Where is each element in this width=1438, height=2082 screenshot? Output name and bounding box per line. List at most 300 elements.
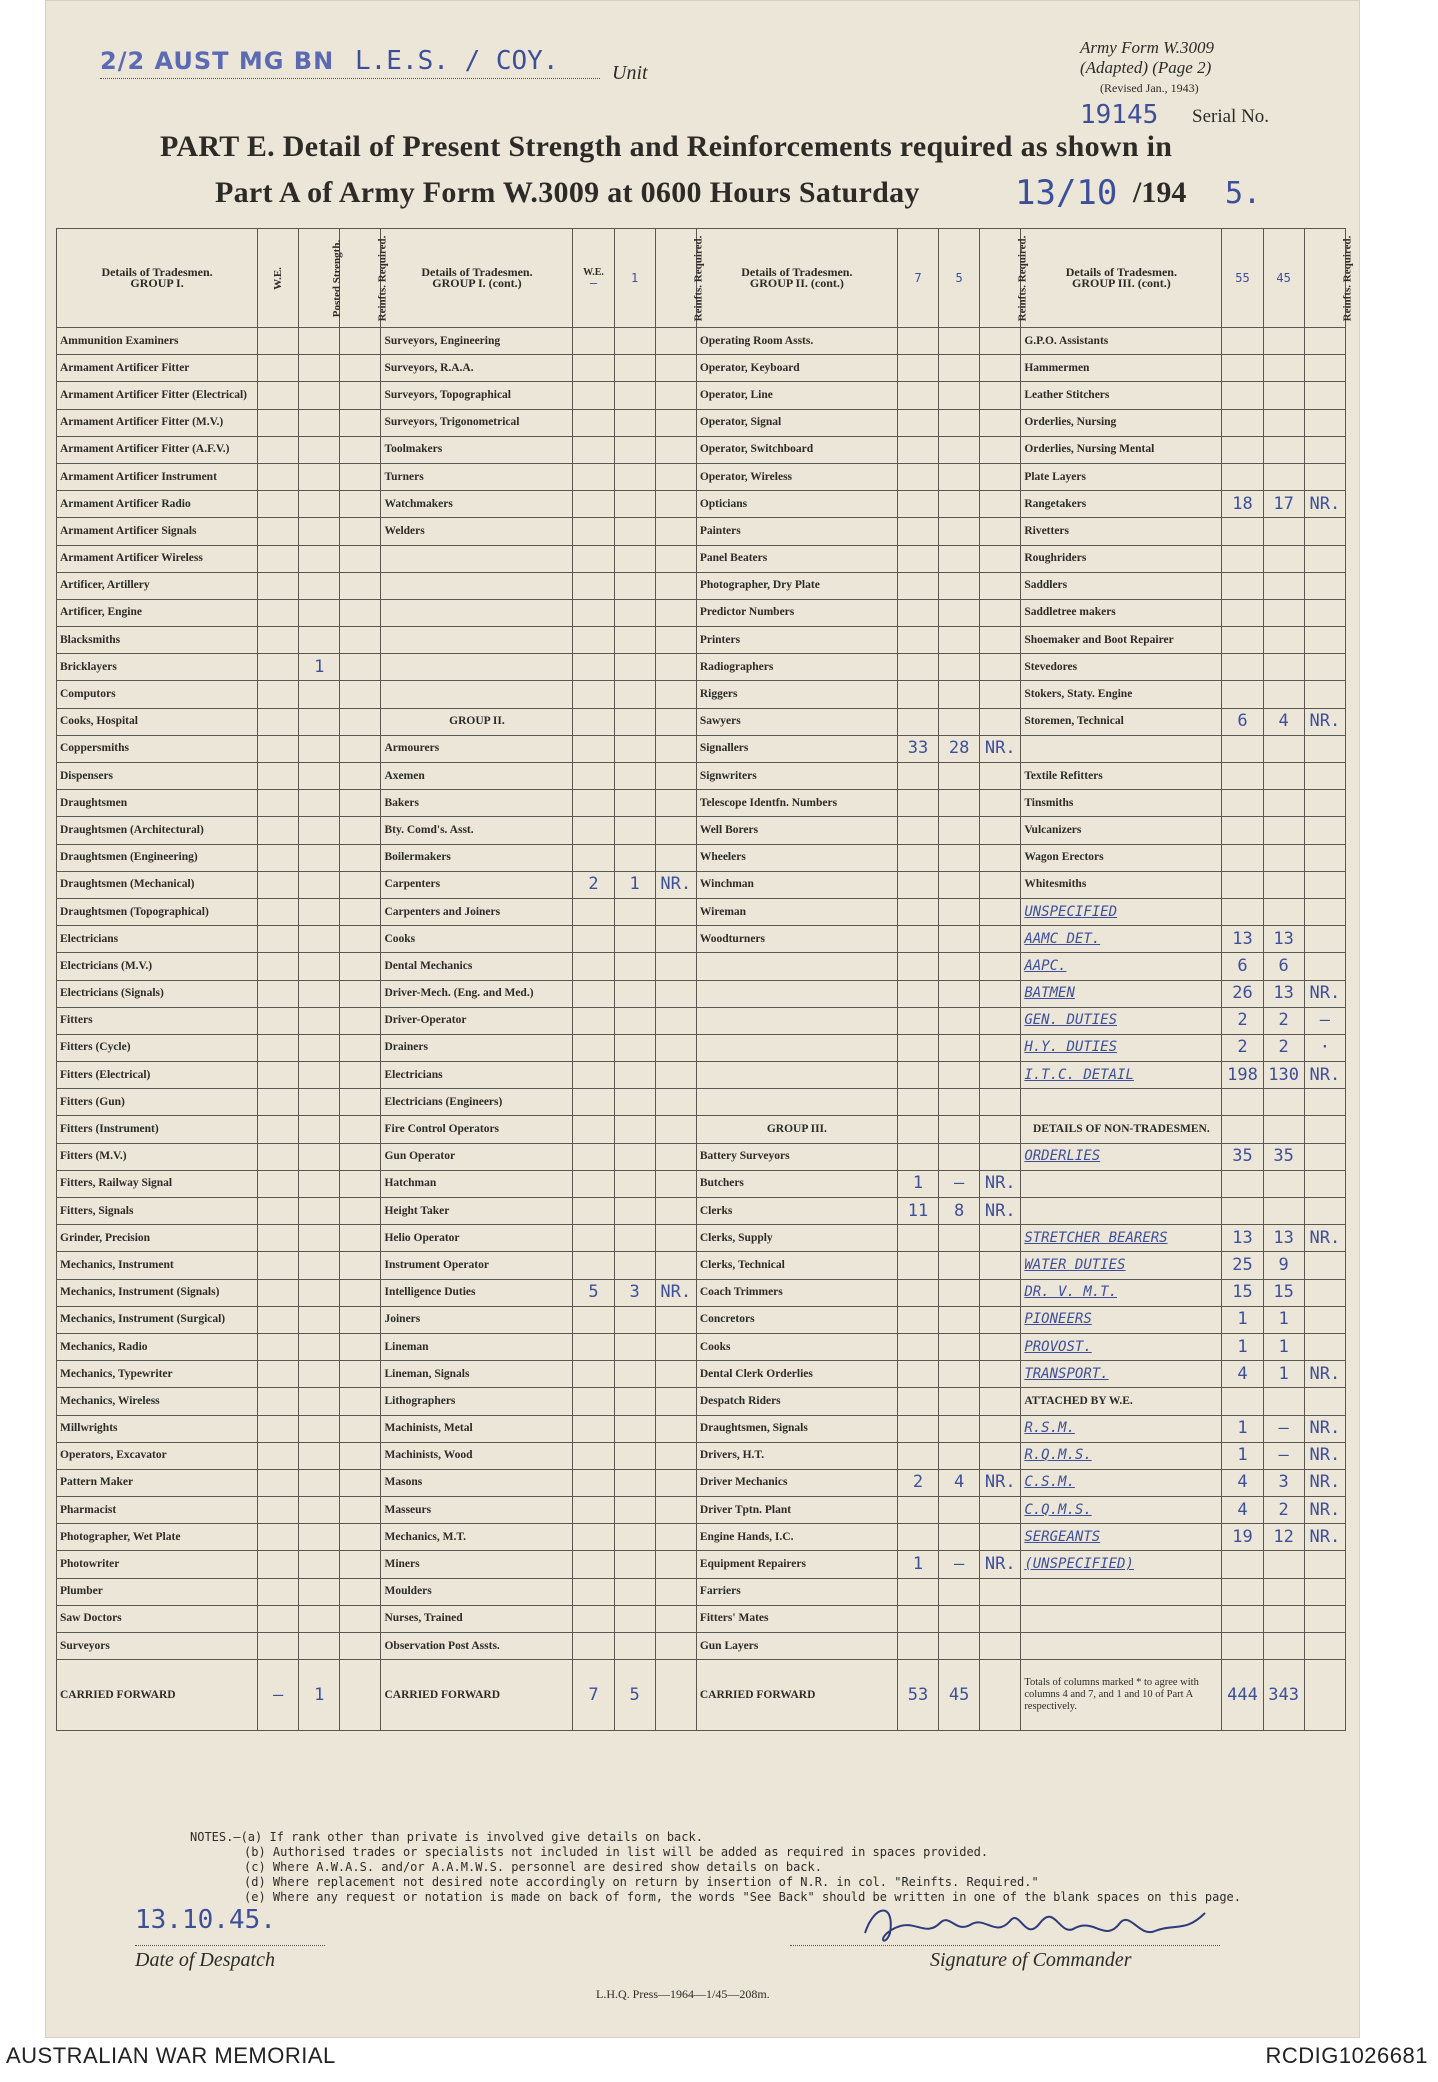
trade-name-cell: Stokers, Staty. Engine xyxy=(1021,681,1222,708)
posted-cell xyxy=(299,1034,340,1061)
trade-name-cell: Armament Artificer Radio xyxy=(57,491,258,518)
trade-name-cell xyxy=(1021,1089,1222,1116)
trade-name-cell: Electricians (M.V.) xyxy=(57,953,258,980)
we-cell xyxy=(573,844,614,871)
despatch-underline xyxy=(135,1945,325,1946)
we-cell xyxy=(1222,355,1263,382)
we-cell xyxy=(258,1633,299,1660)
reinfts-cell: · xyxy=(1304,1034,1345,1061)
we-cell: 2 xyxy=(1222,1034,1263,1061)
we-cell xyxy=(1222,1198,1263,1225)
reinfts-cell xyxy=(655,817,696,844)
posted-cell xyxy=(614,599,655,626)
posted-cell xyxy=(299,436,340,463)
table-row xyxy=(57,844,1346,871)
table-row xyxy=(57,627,1346,654)
reinfts-cell xyxy=(340,1007,381,1034)
trade-name-cell: Clerks, Supply xyxy=(696,1225,897,1252)
reinfts-cell xyxy=(980,382,1021,409)
posted-cell: 2 xyxy=(1263,1034,1304,1061)
we-cell xyxy=(258,953,299,980)
we-cell xyxy=(258,1225,299,1252)
we-cell xyxy=(258,708,299,735)
trade-name-cell: Fitters (Gun) xyxy=(57,1089,258,1116)
posted-cell xyxy=(299,1225,340,1252)
posted-cell xyxy=(939,763,980,790)
posted-cell xyxy=(614,491,655,518)
we-cell xyxy=(258,1007,299,1034)
trade-name-cell: Vulcanizers xyxy=(1021,817,1222,844)
we-cell xyxy=(897,1578,938,1605)
table-row xyxy=(57,1524,1346,1551)
posted-cell xyxy=(939,681,980,708)
reinfts-cell xyxy=(340,328,381,355)
reinfts-cell xyxy=(340,1333,381,1360)
posted-cell xyxy=(939,844,980,871)
posted-cell: 4 xyxy=(1263,708,1304,735)
we-cell xyxy=(897,599,938,626)
posted-cell xyxy=(939,654,980,681)
trade-name-cell: Miners xyxy=(381,1551,573,1578)
posted-cell xyxy=(614,926,655,953)
trade-name-cell xyxy=(381,599,573,626)
posted-cell xyxy=(299,1442,340,1469)
trade-name-cell: Lineman xyxy=(381,1333,573,1360)
posted-cell xyxy=(299,1497,340,1524)
trade-name-cell: Armament Artificer Instrument xyxy=(57,463,258,490)
we-cell xyxy=(258,1442,299,1469)
posted-cell xyxy=(939,790,980,817)
reinfts-cell xyxy=(340,1116,381,1143)
trade-name-cell: Surveyors, Engineering xyxy=(381,328,573,355)
posted-cell xyxy=(614,463,655,490)
posted-cell xyxy=(299,1524,340,1551)
trade-name-cell xyxy=(381,654,573,681)
header-we-3: 7 xyxy=(897,229,938,328)
table-row xyxy=(57,1007,1346,1034)
posted-cell xyxy=(299,1007,340,1034)
reinfts-cell xyxy=(340,1388,381,1415)
reinfts-cell xyxy=(1304,436,1345,463)
we-cell xyxy=(573,926,614,953)
trade-name-cell xyxy=(696,1034,897,1061)
reinfts-cell xyxy=(980,627,1021,654)
posted-cell xyxy=(614,1333,655,1360)
table-row xyxy=(57,953,1346,980)
table-row xyxy=(57,1225,1346,1252)
table-row xyxy=(57,1034,1346,1061)
trade-name-cell: Armament Artificer Wireless xyxy=(57,545,258,572)
unit-handwritten: L.E.S. / COY. xyxy=(355,46,559,76)
note-line: (c) Where A.W.A.S. and/or A.A.M.W.S. personnel are desired show details on back. xyxy=(244,1860,822,1874)
we-cell: 15 xyxy=(1222,1279,1263,1306)
reinfts-cell xyxy=(1304,871,1345,898)
we-cell: 1 xyxy=(1222,1333,1263,1360)
trade-name-cell: Moulders xyxy=(381,1578,573,1605)
table-row xyxy=(57,790,1346,817)
trade-name-cell: C.Q.M.S. xyxy=(1021,1497,1222,1524)
trade-name-cell: Coppersmiths xyxy=(57,735,258,762)
reinfts-cell xyxy=(655,681,696,708)
trade-name-cell: Bty. Comd's. Asst. xyxy=(381,817,573,844)
table-row xyxy=(57,409,1346,436)
trade-name-cell: Roughriders xyxy=(1021,545,1222,572)
we-cell xyxy=(573,1469,614,1496)
posted-cell xyxy=(939,871,980,898)
we-cell xyxy=(258,409,299,436)
reinfts-cell xyxy=(1304,1252,1345,1279)
we-cell xyxy=(897,844,938,871)
trade-name-cell: Dental Clerk Orderlies xyxy=(696,1361,897,1388)
posted-cell xyxy=(1263,1089,1304,1116)
note-line: (e) Where any request or notation is made on back of form, the words "See Back" should be written in one of the blank spaces on this page. xyxy=(244,1890,1241,1904)
posted-cell xyxy=(1263,1170,1304,1197)
we-cell xyxy=(258,1605,299,1632)
trade-name-cell: PIONEERS xyxy=(1021,1306,1222,1333)
reinfts-cell xyxy=(980,844,1021,871)
reinfts-cell xyxy=(655,1361,696,1388)
posted-cell xyxy=(299,1551,340,1578)
header-reinfts-4: Reinfts. Required. xyxy=(1304,229,1345,328)
header-posted-2: 1 xyxy=(614,229,655,328)
reinfts-cell: NR. xyxy=(655,871,696,898)
we-cell xyxy=(573,980,614,1007)
form-ref-line-2: (Adapted) (Page 2) xyxy=(1080,58,1212,77)
reinfts-cell xyxy=(655,1442,696,1469)
header-we: W.E. xyxy=(258,229,299,328)
we-cell xyxy=(573,572,614,599)
trade-name-cell: Storemen, Technical xyxy=(1021,708,1222,735)
reinfts-cell xyxy=(980,518,1021,545)
we-cell xyxy=(897,1143,938,1170)
reinfts-cell xyxy=(1304,953,1345,980)
trade-name-cell: Carpenters xyxy=(381,871,573,898)
trade-name-cell: Mechanics, Wireless xyxy=(57,1388,258,1415)
reinfts-cell: NR. xyxy=(1304,1361,1345,1388)
posted-cell xyxy=(614,1524,655,1551)
we-cell xyxy=(573,1062,614,1089)
we-cell xyxy=(258,1415,299,1442)
posted-cell xyxy=(939,491,980,518)
we-cell xyxy=(1222,518,1263,545)
table-row xyxy=(57,1198,1346,1225)
press-imprint: L.H.Q. Press—1964—1/45—208m. xyxy=(596,1987,770,2001)
trade-name-cell: Artificer, Artillery xyxy=(57,572,258,599)
posted-cell xyxy=(299,545,340,572)
posted-cell xyxy=(299,926,340,953)
trade-name-cell: Stevedores xyxy=(1021,654,1222,681)
reinfts-cell xyxy=(340,817,381,844)
trade-name-cell: Lineman, Signals xyxy=(381,1361,573,1388)
reinfts-cell: – xyxy=(1304,1007,1345,1034)
reinfts-cell xyxy=(655,545,696,572)
posted-cell xyxy=(299,1415,340,1442)
carried-posted-1: 1 xyxy=(299,1660,340,1731)
trade-name-cell: Artificer, Engine xyxy=(57,599,258,626)
reinfts-cell xyxy=(1304,463,1345,490)
posted-cell xyxy=(939,1524,980,1551)
we-cell xyxy=(1222,545,1263,572)
reinfts-cell xyxy=(340,1469,381,1496)
we-cell xyxy=(897,1442,938,1469)
reinfts-cell xyxy=(655,1089,696,1116)
trade-name-cell: Electricians (Engineers) xyxy=(381,1089,573,1116)
trade-name-cell: Photographer, Dry Plate xyxy=(696,572,897,599)
carried-reinfts-2 xyxy=(655,1660,696,1731)
trade-name-cell: Orderlies, Nursing Mental xyxy=(1021,436,1222,463)
we-cell: 5 xyxy=(573,1279,614,1306)
reinfts-cell xyxy=(340,1034,381,1061)
trade-name-cell: Drainers xyxy=(381,1034,573,1061)
posted-cell xyxy=(614,572,655,599)
trade-name-cell: Joiners xyxy=(381,1306,573,1333)
we-cell xyxy=(897,627,938,654)
reinfts-cell xyxy=(1304,1633,1345,1660)
trade-name-cell xyxy=(1021,735,1222,762)
we-cell xyxy=(1222,436,1263,463)
posted-cell xyxy=(614,1361,655,1388)
we-cell xyxy=(573,599,614,626)
reinfts-cell xyxy=(655,409,696,436)
carried-we-4: 444 xyxy=(1222,1660,1263,1731)
posted-cell xyxy=(1263,328,1304,355)
we-cell xyxy=(1222,1633,1263,1660)
we-cell xyxy=(258,1089,299,1116)
posted-cell xyxy=(614,1415,655,1442)
we-cell xyxy=(258,1497,299,1524)
trade-name-cell: Plate Layers xyxy=(1021,463,1222,490)
trade-name-cell: Masseurs xyxy=(381,1497,573,1524)
unit-underline xyxy=(100,78,600,79)
posted-cell xyxy=(1263,1605,1304,1632)
trade-name-cell: Mechanics, Radio xyxy=(57,1333,258,1360)
reinfts-cell xyxy=(340,491,381,518)
table-row xyxy=(57,735,1346,762)
posted-cell: 12 xyxy=(1263,1524,1304,1551)
we-cell xyxy=(258,844,299,871)
reinfts-cell: NR. xyxy=(1304,708,1345,735)
reinfts-cell xyxy=(340,1225,381,1252)
we-cell xyxy=(897,1007,938,1034)
trade-name-cell: Concretors xyxy=(696,1306,897,1333)
reinfts-cell xyxy=(1304,1388,1345,1415)
trade-name-cell: Mechanics, Typewriter xyxy=(57,1361,258,1388)
trade-name-cell: Operator, Keyboard xyxy=(696,355,897,382)
trade-name-cell: Signallers xyxy=(696,735,897,762)
reinfts-cell xyxy=(980,681,1021,708)
reinfts-cell xyxy=(340,1497,381,1524)
posted-cell xyxy=(614,1007,655,1034)
reinfts-cell: NR. xyxy=(980,735,1021,762)
posted-cell xyxy=(299,1388,340,1415)
posted-cell xyxy=(614,1578,655,1605)
reinfts-cell xyxy=(340,599,381,626)
trade-name-cell: Surveyors, R.A.A. xyxy=(381,355,573,382)
posted-cell xyxy=(1263,436,1304,463)
posted-cell xyxy=(299,463,340,490)
posted-cell xyxy=(299,844,340,871)
posted-cell xyxy=(299,1170,340,1197)
posted-cell xyxy=(614,1198,655,1225)
reinfts-cell xyxy=(1304,627,1345,654)
trade-name-cell: Mechanics, Instrument (Surgical) xyxy=(57,1306,258,1333)
trade-name-cell: Mechanics, Instrument (Signals) xyxy=(57,1279,258,1306)
we-cell xyxy=(258,871,299,898)
posted-cell xyxy=(614,1225,655,1252)
posted-cell xyxy=(939,1361,980,1388)
trade-name-cell: Predictor Numbers xyxy=(696,599,897,626)
we-cell xyxy=(258,436,299,463)
posted-cell xyxy=(614,627,655,654)
carried-we-2: 7 xyxy=(573,1660,614,1731)
reinfts-cell xyxy=(655,491,696,518)
posted-cell xyxy=(614,1089,655,1116)
trade-name-cell: WATER DUTIES xyxy=(1021,1252,1222,1279)
we-cell xyxy=(573,1388,614,1415)
reinfts-cell xyxy=(655,572,696,599)
posted-cell xyxy=(299,1361,340,1388)
trade-name-cell: Fitters xyxy=(57,1007,258,1034)
trade-name-cell: Engine Hands, I.C. xyxy=(696,1524,897,1551)
table-row xyxy=(57,654,1346,681)
reinfts-cell xyxy=(980,545,1021,572)
we-cell xyxy=(258,1551,299,1578)
posted-cell xyxy=(614,1306,655,1333)
we-cell xyxy=(258,1170,299,1197)
posted-cell xyxy=(614,518,655,545)
we-cell xyxy=(1222,898,1263,925)
we-cell xyxy=(258,763,299,790)
carried-posted-4: 343 xyxy=(1263,1660,1304,1731)
reinfts-cell xyxy=(980,871,1021,898)
posted-cell xyxy=(614,1062,655,1089)
we-cell xyxy=(573,1497,614,1524)
we-cell xyxy=(573,436,614,463)
we-cell xyxy=(573,1361,614,1388)
reinfts-cell xyxy=(980,708,1021,735)
posted-cell xyxy=(614,436,655,463)
we-cell xyxy=(573,1605,614,1632)
we-cell xyxy=(897,1034,938,1061)
reinfts-cell xyxy=(655,980,696,1007)
we-cell xyxy=(1222,763,1263,790)
trade-name-cell: Draughtsmen xyxy=(57,790,258,817)
reinfts-cell xyxy=(655,355,696,382)
posted-cell xyxy=(614,681,655,708)
we-cell xyxy=(258,1333,299,1360)
we-cell xyxy=(573,355,614,382)
we-cell xyxy=(1222,654,1263,681)
we-cell xyxy=(897,491,938,518)
reinfts-cell xyxy=(980,980,1021,1007)
we-cell: 2 xyxy=(573,871,614,898)
posted-cell xyxy=(299,627,340,654)
posted-cell xyxy=(939,1442,980,1469)
trade-name-cell: TRANSPORT. xyxy=(1021,1361,1222,1388)
reinfts-cell: NR. xyxy=(980,1170,1021,1197)
table-row xyxy=(57,1170,1346,1197)
we-cell xyxy=(258,1116,299,1143)
posted-cell xyxy=(299,409,340,436)
we-cell xyxy=(1222,463,1263,490)
carried-label-2: CARRIED FORWARD xyxy=(381,1660,573,1731)
table-row xyxy=(57,491,1346,518)
trade-name-cell: Helio Operator xyxy=(381,1225,573,1252)
trade-name-cell: Draughtsmen (Topographical) xyxy=(57,898,258,925)
trade-name-cell: AAMC DET. xyxy=(1021,926,1222,953)
posted-cell xyxy=(299,708,340,735)
form-title-line-2: Part A of Army Form W.3009 at 0600 Hours Saturday xyxy=(215,176,920,209)
reinfts-cell xyxy=(1304,763,1345,790)
trade-name-cell: C.S.M. xyxy=(1021,1469,1222,1496)
trade-name-cell: R.S.M. xyxy=(1021,1415,1222,1442)
reinfts-cell xyxy=(655,926,696,953)
trade-name-cell: Gun Layers xyxy=(696,1633,897,1660)
reinfts-cell xyxy=(340,844,381,871)
reinfts-cell xyxy=(340,681,381,708)
posted-cell xyxy=(1263,735,1304,762)
carried-posted-3: 45 xyxy=(939,1660,980,1731)
posted-cell xyxy=(1263,817,1304,844)
we-cell xyxy=(1222,627,1263,654)
we-cell xyxy=(573,1252,614,1279)
table-row xyxy=(57,1497,1346,1524)
we-cell xyxy=(573,1415,614,1442)
we-cell xyxy=(258,735,299,762)
trade-name-cell: Tinsmiths xyxy=(1021,790,1222,817)
reinfts-cell xyxy=(980,409,1021,436)
we-cell xyxy=(258,1198,299,1225)
reinfts-cell xyxy=(1304,572,1345,599)
archive-name: AUSTRALIAN WAR MEMORIAL xyxy=(6,2043,336,2068)
trade-name-cell: SERGEANTS xyxy=(1021,1524,1222,1551)
table-row xyxy=(57,545,1346,572)
table-row xyxy=(57,1442,1346,1469)
posted-cell xyxy=(939,1143,980,1170)
table-row xyxy=(57,463,1346,490)
reinfts-cell: NR. xyxy=(1304,1524,1345,1551)
reinfts-cell xyxy=(340,545,381,572)
carried-label-3: CARRIED FORWARD xyxy=(696,1660,897,1731)
reinfts-cell xyxy=(980,1062,1021,1089)
posted-cell xyxy=(939,409,980,436)
reinfts-cell xyxy=(655,1605,696,1632)
trade-name-cell: Draughtsmen, Signals xyxy=(696,1415,897,1442)
we-cell xyxy=(897,1361,938,1388)
reinfts-cell xyxy=(1304,1578,1345,1605)
we-cell xyxy=(573,463,614,490)
posted-cell xyxy=(614,980,655,1007)
reinfts-cell xyxy=(1304,355,1345,382)
posted-cell xyxy=(939,980,980,1007)
reinfts-cell: NR. xyxy=(980,1551,1021,1578)
reinfts-cell xyxy=(1304,409,1345,436)
posted-cell xyxy=(614,844,655,871)
posted-cell xyxy=(614,735,655,762)
despatch-date-handwritten: 13.10.45. xyxy=(135,1905,276,1935)
we-cell: 18 xyxy=(1222,491,1263,518)
posted-cell xyxy=(1263,627,1304,654)
header-we-2: W.E. – xyxy=(573,229,614,328)
we-cell xyxy=(897,980,938,1007)
trade-name-cell: Battery Surveyors xyxy=(696,1143,897,1170)
trade-name-cell: Shoemaker and Boot Repairer xyxy=(1021,627,1222,654)
archive-reference: RCDIG1026681 xyxy=(1265,2043,1428,2068)
trade-name-cell: Turners xyxy=(381,463,573,490)
table-row xyxy=(57,1062,1346,1089)
posted-cell xyxy=(939,926,980,953)
posted-cell xyxy=(1263,572,1304,599)
